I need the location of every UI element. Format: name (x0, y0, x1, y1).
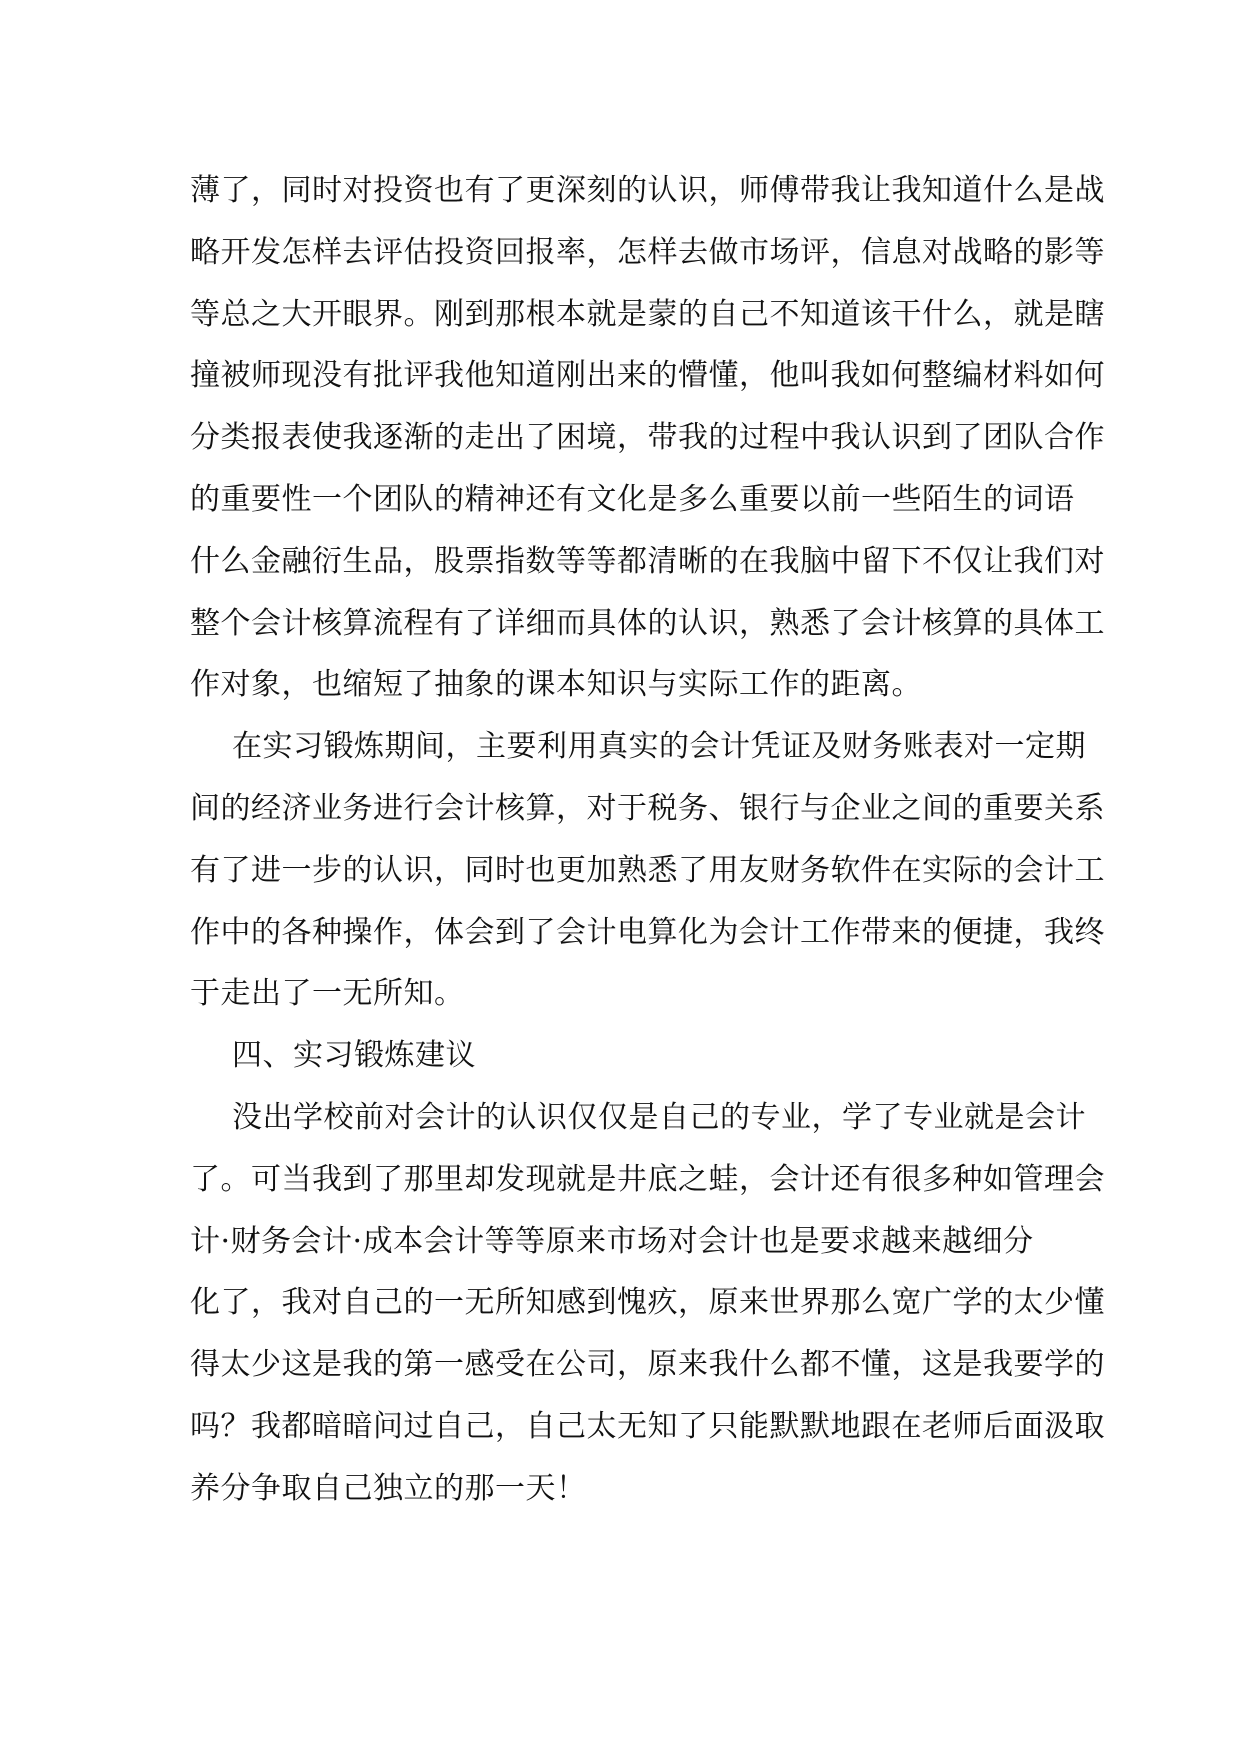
text-line: 略开发怎样去评估投资回报率，怎样去做市场评，信息对战略的影等 (190, 234, 1105, 270)
text-line: 于走出了一无所知。 (190, 976, 465, 1012)
document-body (190, 160, 1105, 1520)
text-line: 计·财务会计·成本会计等等原来市场对会计也是要求越来越细分 (190, 1223, 1034, 1259)
text-line: 间的经济业务进行会计核算，对于税务、银行与企业之间的重要关系 (190, 790, 1105, 826)
text-line: 整个会计核算流程有了详细而具体的认识，熟悉了会计核算的具体工 (190, 605, 1105, 641)
text-line: 养分争取自己独立的那一天！ (190, 1470, 587, 1506)
section-heading: 四、实习锻炼建议 (232, 1038, 476, 1074)
text-line: 了。可当我到了那里却发现就是井底之蛙，会计还有很多种如管理会 (190, 1161, 1105, 1197)
text-line: 薄了，同时对投资也有了更深刻的认识，师傅带我让我知道什么是战 (190, 173, 1105, 208)
text-line: 作对象，也缩短了抽象的课本知识与实际工作的距离。 (190, 667, 922, 703)
text-line: 什么金融衍生品，股票指数等等都清晰的在我脑中留下不仅让我们对 (190, 543, 1105, 579)
text-line: 有了进一步的认识，同时也更加熟悉了用友财务软件在实际的会计工 (190, 852, 1105, 888)
text-line: 化了，我对自己的一无所知感到愧疚，原来世界那么宽广学的太少懂 (190, 1285, 1105, 1321)
text-line: 等总之大开眼界。刚到那根本就是蒙的自己不知道该干什么，就是瞎 (190, 296, 1105, 332)
text-line: 撞被师现没有批评我他知道刚出来的懵懂，他叫我如何整编材料如何 (190, 358, 1105, 394)
text-line: 作中的各种操作，体会到了会计电算化为会计工作带来的便捷，我终 (190, 914, 1105, 950)
text-line: 分类报表使我逐渐的走出了困境，带我的过程中我认识到了团队合作 (190, 420, 1105, 456)
text-line: 吗？我都暗暗问过自己，自己太无知了只能默默地跟在老师后面汲取 (190, 1408, 1105, 1444)
paragraph-start-line: 没出学校前对会计的认识仅仅是自己的专业，学了专业就是会计 (232, 1099, 1086, 1135)
text-line: 得太少这是我的第一感受在公司，原来我什么都不懂，这是我要学的 (190, 1347, 1105, 1383)
paragraph-start-line: 在实习锻炼期间，主要利用真实的会计凭证及财务账表对一定期 (232, 729, 1086, 765)
text-line: 的重要性一个团队的精神还有文化是多么重要以前一些陌生的词语 (190, 481, 1075, 517)
